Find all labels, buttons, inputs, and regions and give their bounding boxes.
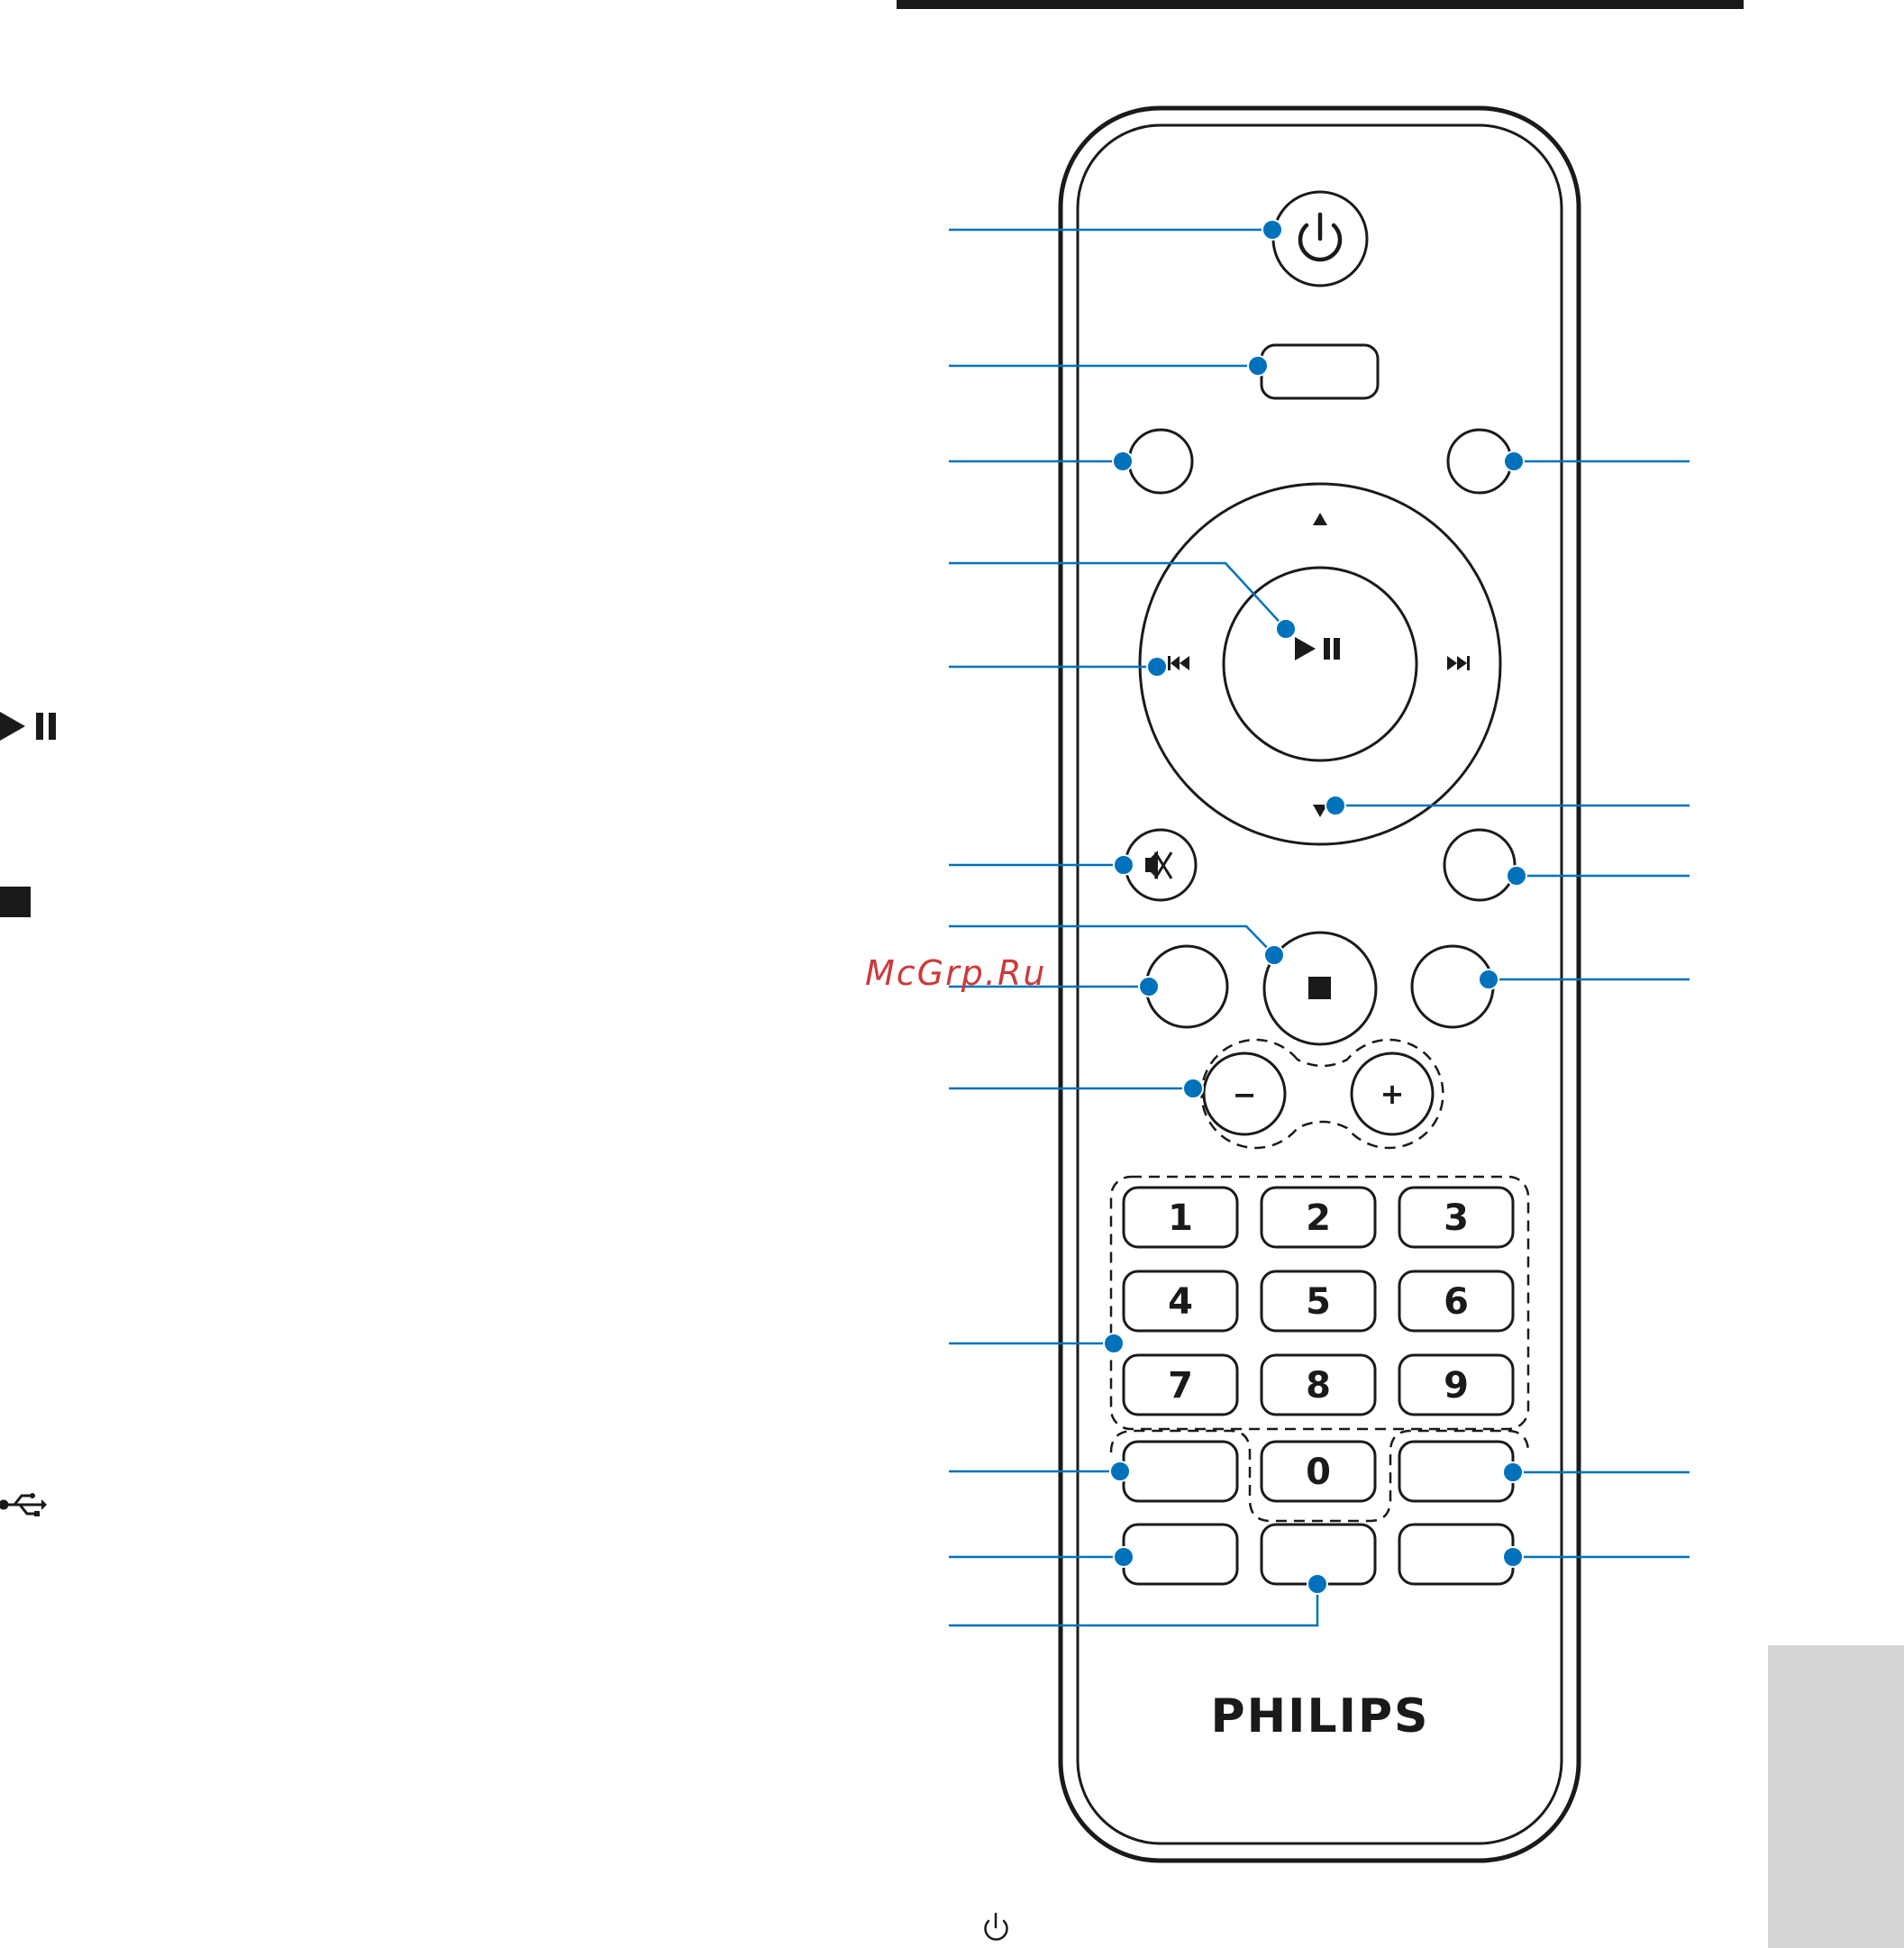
key-8[interactable] — [1262, 1355, 1375, 1415]
key-5[interactable] — [1262, 1271, 1375, 1331]
key-0-label: 0 — [1306, 1452, 1331, 1493]
bottom-right-key[interactable] — [1399, 1525, 1513, 1584]
volume-down-button[interactable] — [1204, 1053, 1285, 1134]
key-9-label: 9 — [1444, 1365, 1469, 1406]
stop-icon-left — [0, 887, 31, 917]
key-7-label: 7 — [1168, 1365, 1193, 1406]
volume-down-label: − — [1232, 1078, 1257, 1112]
key-4-label: 4 — [1168, 1281, 1193, 1323]
key-2[interactable] — [1262, 1188, 1375, 1247]
key-9[interactable] — [1399, 1355, 1513, 1415]
source-button[interactable] — [1262, 345, 1378, 398]
callout-stop — [949, 926, 1274, 955]
stop-icon — [1308, 977, 1331, 999]
power-button[interactable] — [1273, 192, 1367, 286]
header-rule — [897, 0, 1744, 9]
callout-bottom-middle — [949, 1584, 1317, 1625]
key-5-label: 5 — [1306, 1281, 1331, 1323]
key-2-label: 2 — [1306, 1197, 1331, 1239]
side-tab — [1768, 1645, 1904, 1948]
key-6-label: 6 — [1444, 1281, 1469, 1323]
key-0[interactable] — [1262, 1442, 1375, 1501]
key-4[interactable] — [1124, 1271, 1237, 1331]
key-3[interactable] — [1399, 1188, 1513, 1247]
left-round-button[interactable] — [1129, 430, 1192, 493]
watermark: McGrp.Ru — [865, 953, 1047, 993]
key-3-label: 3 — [1444, 1197, 1469, 1239]
mute-button[interactable] — [1125, 830, 1196, 900]
right-upper-button[interactable] — [1444, 830, 1515, 900]
brand-logo: PHILIPS — [1210, 1689, 1430, 1743]
right-round-button[interactable] — [1448, 430, 1511, 493]
play-pause-button[interactable] — [1224, 568, 1417, 760]
numeric-keypad — [1124, 1188, 1513, 1415]
volume-up-button[interactable] — [1352, 1053, 1433, 1134]
key-8-label: 8 — [1306, 1365, 1331, 1406]
power-icon-caption — [986, 1914, 1007, 1939]
volume-up-label: + — [1380, 1077, 1405, 1111]
bottom-left-key[interactable] — [1124, 1525, 1237, 1584]
key-right-of-zero[interactable] — [1399, 1442, 1513, 1501]
key-7[interactable] — [1124, 1355, 1237, 1415]
usb-icon — [0, 1493, 47, 1516]
key-1[interactable] — [1124, 1188, 1237, 1247]
key-1-label: 1 — [1168, 1197, 1193, 1239]
play-pause-icon-left — [0, 712, 56, 741]
key-left-of-zero[interactable] — [1124, 1442, 1237, 1501]
key-6[interactable] — [1399, 1271, 1513, 1331]
